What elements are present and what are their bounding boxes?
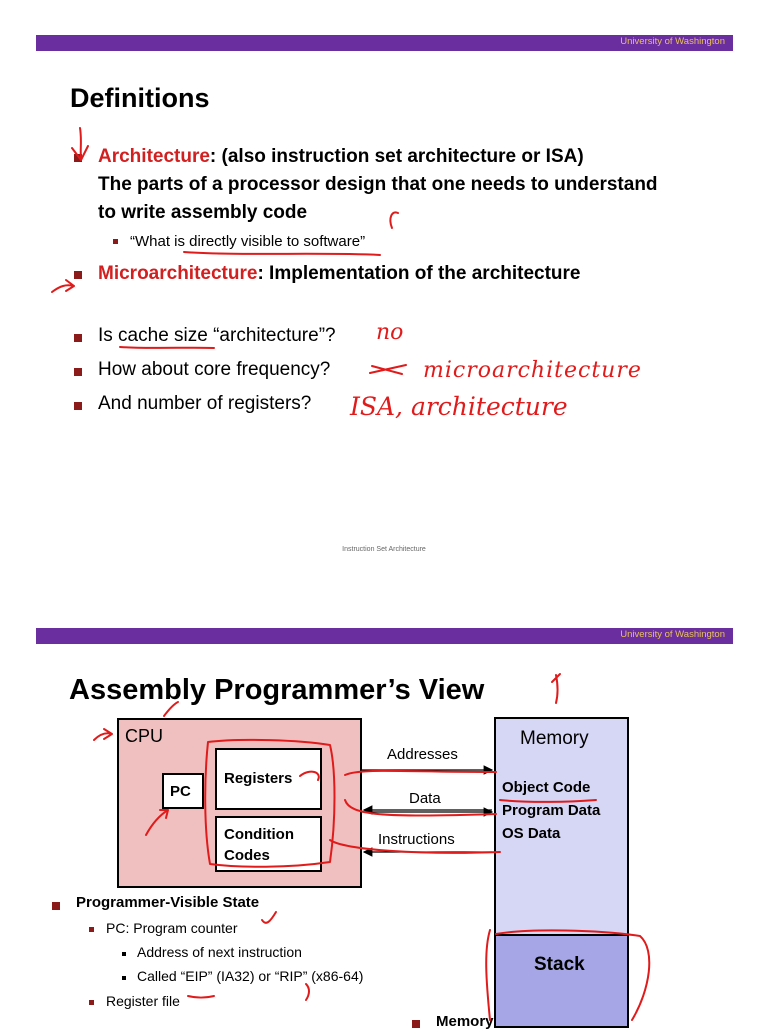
banner-text: University of Washington xyxy=(620,36,725,47)
memory-object-code: Object Code xyxy=(502,779,591,796)
memory-os-data: OS Data xyxy=(502,825,561,842)
bus-addresses-label: Addresses xyxy=(387,746,458,763)
registers-label: Registers xyxy=(224,770,293,787)
microarchitecture-term: Microarchitecture xyxy=(98,263,258,284)
condition-codes-line1: Condition xyxy=(224,826,294,843)
sub-sub-bullet-marker xyxy=(122,952,126,956)
bullet-marker xyxy=(52,902,60,910)
slide-title: Assembly Programmer’s View xyxy=(69,674,485,706)
bullet-marker xyxy=(412,1020,420,1028)
sub-bullet-marker xyxy=(89,1000,94,1005)
bullet-marker xyxy=(74,154,82,162)
memory-label: Memory xyxy=(520,728,589,749)
state-pc-names: Called “EIP” (IA32) or “RIP” (x86-64) xyxy=(137,968,364,984)
cpu-label: CPU xyxy=(125,726,164,746)
ink-annotations xyxy=(0,600,768,1024)
bullet-marker xyxy=(74,402,82,410)
question-registers: And number of registers? xyxy=(98,393,312,414)
sub-bullet-marker xyxy=(89,927,94,932)
state-register-file: Register file xyxy=(106,993,180,1009)
handwritten-microarchitecture: microarchitecture xyxy=(423,358,642,383)
banner-text: University of Washington xyxy=(620,629,725,640)
slide-programmers-view xyxy=(0,600,768,1030)
architecture-term: Architecture xyxy=(98,146,210,167)
cpu-box xyxy=(117,718,362,888)
architecture-subpoint: “What is directly visible to software” xyxy=(130,233,366,250)
bus-instructions-label: Instructions xyxy=(378,831,455,848)
state-pc: PC: Program counter xyxy=(106,920,238,936)
pc-box xyxy=(162,773,204,809)
microarchitecture-line xyxy=(98,263,581,285)
memory-program-data: Program Data xyxy=(502,802,601,819)
bullet-marker xyxy=(74,271,82,279)
architecture-line3: to write assembly code xyxy=(98,202,308,223)
pc-label: PC xyxy=(170,783,191,800)
registers-box xyxy=(215,748,322,810)
university-banner xyxy=(36,35,733,51)
architecture-line2: The parts of a processor design that one needs to understand xyxy=(98,174,658,195)
stack-label: Stack xyxy=(534,954,585,975)
condition-codes-line2: Codes xyxy=(224,847,270,864)
question-core-frequency: How about core frequency? xyxy=(98,359,331,380)
slide-title: Definitions xyxy=(70,83,210,113)
state-pc-address: Address of next instruction xyxy=(137,944,302,960)
question-cache-size: Is cache size “architecture”? xyxy=(98,325,336,346)
sub-bullet-marker xyxy=(113,239,118,244)
university-banner xyxy=(36,628,733,644)
sub-sub-bullet-marker xyxy=(122,976,126,980)
bullet-marker xyxy=(74,368,82,376)
state-heading: Programmer-Visible State xyxy=(76,894,260,911)
state-memory-cut: Memory xyxy=(436,1013,494,1030)
handwritten-no: no xyxy=(376,320,404,345)
microarchitecture-desc: : Implementation of the architecture xyxy=(257,263,581,284)
handwritten-isa-architecture: ISA, architecture xyxy=(350,392,568,421)
architecture-line1 xyxy=(98,146,584,168)
bus-data-label: Data xyxy=(409,790,441,807)
slide-footer: Instruction Set Architecture xyxy=(342,546,426,553)
bus-arrows xyxy=(0,600,768,1024)
bullet-marker xyxy=(74,334,82,342)
memory-box xyxy=(494,717,629,1024)
architecture-desc: : (also instruction set architecture or ISA) xyxy=(209,146,584,167)
condition-codes-box xyxy=(215,816,322,872)
stack-box xyxy=(494,934,629,1028)
